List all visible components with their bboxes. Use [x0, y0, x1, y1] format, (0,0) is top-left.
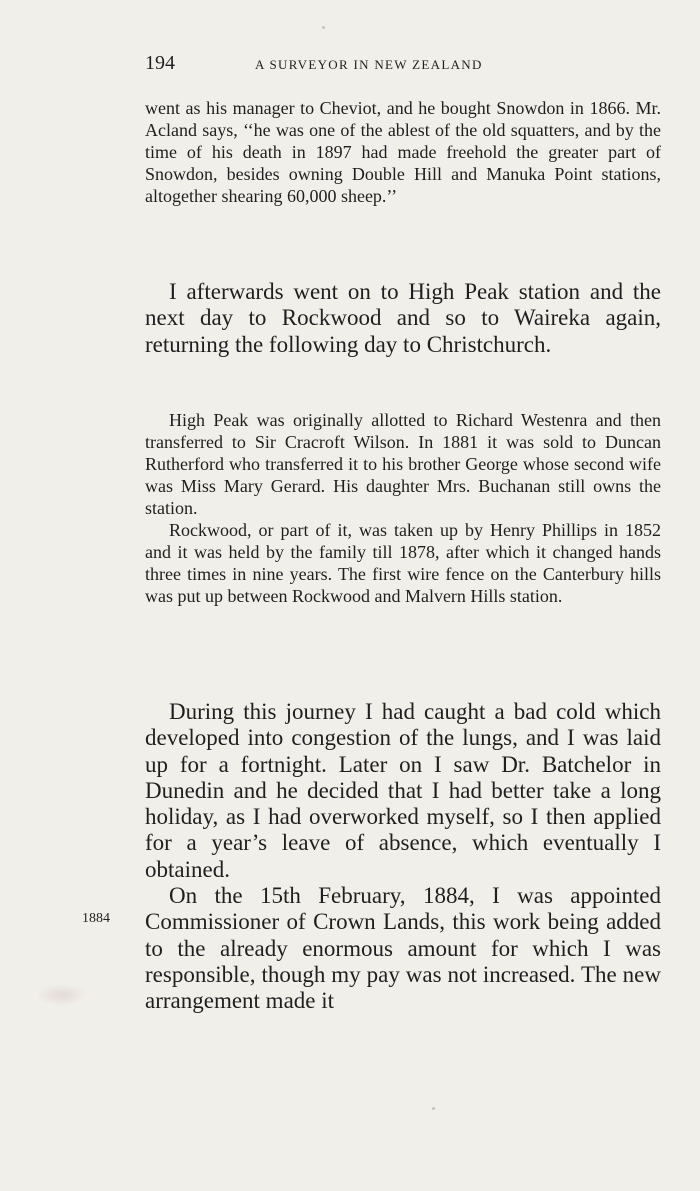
note-paragraphs — [145, 409, 661, 607]
page-smudge — [36, 984, 88, 1006]
body-paragraph-journey: During this journey I had caught a bad cold which developed into congestion of the lungs, and I was laid up for a fortnight. Later on I saw Dr. Batchelor in Dunedin and he decided that I had better take a long holiday, as I had overworked myself, so I then applied for a year’s leave of absence, which eventually I obtained. — [145, 699, 661, 882]
body-paragraph-1 — [145, 279, 661, 358]
quote-paragraph-1 — [145, 97, 661, 207]
paper-speck — [432, 1107, 435, 1110]
page-number: 194 — [145, 52, 175, 74]
body-paragraph-commissioner: On the 15th February, 1884, I was appointed Commissioner of Crown Lands, this work being added to the already enormous amount for which I was responsible, though my pay was not increased. The new arrangement made it — [145, 883, 661, 1014]
page-header — [145, 52, 665, 80]
note-paragraph-rockwood: Rockwood, or part of it, was taken up by Henry Phillips in 1852 and it was held by the family till 1878, after which it changed hands three times in nine years. The first wire fence on the Canterbury hills was put up between Rockwood and Malvern Hills station. — [145, 520, 661, 606]
paper-speck — [322, 26, 325, 29]
margin-year-note: 1884 — [82, 911, 110, 926]
body-paragraphs — [145, 699, 661, 1015]
running-title: A SURVEYOR IN NEW ZEALAND — [255, 57, 483, 72]
note-paragraph-high-peak: High Peak was originally allotted to Richard Westenra and then transferred to Sir Cracroft Wilson. In 1881 it was sold to Duncan Rutherford who transferred it to his brother George whose second wife was Miss Mary Gerard. His daughter Mrs. Buchanan still owns the station. — [145, 410, 661, 518]
paragraph-text: I afterwards went on to High Peak station and the next day to Rockwood and so to Waireka again, returning the following day to Christchurch. — [145, 279, 661, 357]
paragraph-text: went as his manager to Cheviot, and he bought Snowdon in 1866. Mr. Acland says, ‘‘he was one of the ablest of the old squatters, and by the time of his death in 1897 had made freehold the greater part of Snowdon, besides owning Double Hill and Manuka Point stations, altogether shearing 60,000 sheep.’’ — [145, 98, 661, 206]
